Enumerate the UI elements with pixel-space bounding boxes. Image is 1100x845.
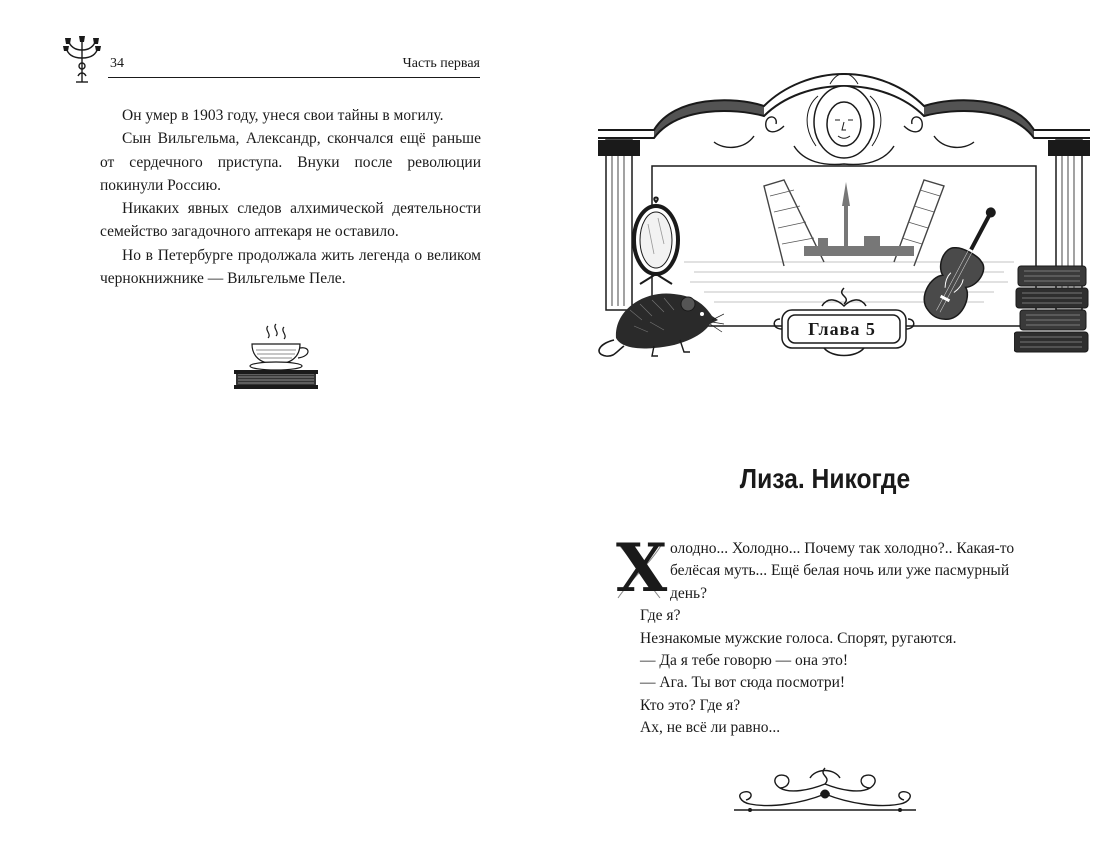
dropcap	[616, 529, 668, 607]
body-text	[100, 104, 481, 290]
paragraph: Сын Вильгельма, Александр, скончался ещё раньше от сердечного приступа. Внуки после революции покинули Россию.	[100, 130, 481, 194]
dialogue-line: Где я?	[640, 607, 681, 625]
rat-icon	[594, 280, 724, 360]
paragraph: Но в Петербурге продолжала жить легенда о великом чернокнижнике — Вильгельме Пеле.	[100, 246, 481, 288]
first-paragraph	[616, 529, 1048, 607]
running-head	[60, 36, 480, 86]
right-page	[550, 0, 1100, 845]
page-number: 34	[110, 56, 124, 71]
dialogue-line: — Да я тебе говорю — она это!	[640, 652, 848, 670]
books-icon	[1014, 262, 1094, 356]
chapter-illustration	[594, 66, 1094, 366]
chapter-label: Глава 5	[808, 318, 876, 339]
dialogue-line: — Ага. Ты вот сюда посмотри!	[640, 674, 846, 692]
paragraph: Никаких явных следов алхимической деятельности семейство загадочного аптекаря не оставило.	[100, 200, 481, 241]
chapter-title: Лиза. Никогде	[739, 462, 911, 494]
dropcap-letter: Х	[616, 529, 668, 607]
lamp-icon	[60, 36, 104, 86]
mirror-icon	[626, 194, 686, 294]
header-rule	[108, 77, 480, 78]
paragraph: Он умер в 1903 году, унеся свои тайны в могилу.	[122, 107, 444, 124]
violin-icon	[912, 196, 1002, 356]
teacup-on-book-icon	[230, 322, 322, 392]
body-text	[616, 529, 1048, 740]
first-paragraph-text: олодно... Холодно... Почему так холодно?.. Какая-то белёсая муть... Ещё белая ночь или уже пасмурный день?	[670, 540, 1015, 602]
scroll-vignette-icon	[730, 764, 920, 820]
running-section-title: Часть первая	[402, 56, 480, 71]
dialogue-line: Кто это? Где я?	[640, 696, 741, 714]
dialogue-line: Ах, не всё ли равно...	[640, 719, 781, 737]
dialogue-line: Незнакомые мужские голоса. Спорят, ругаются.	[640, 629, 957, 647]
